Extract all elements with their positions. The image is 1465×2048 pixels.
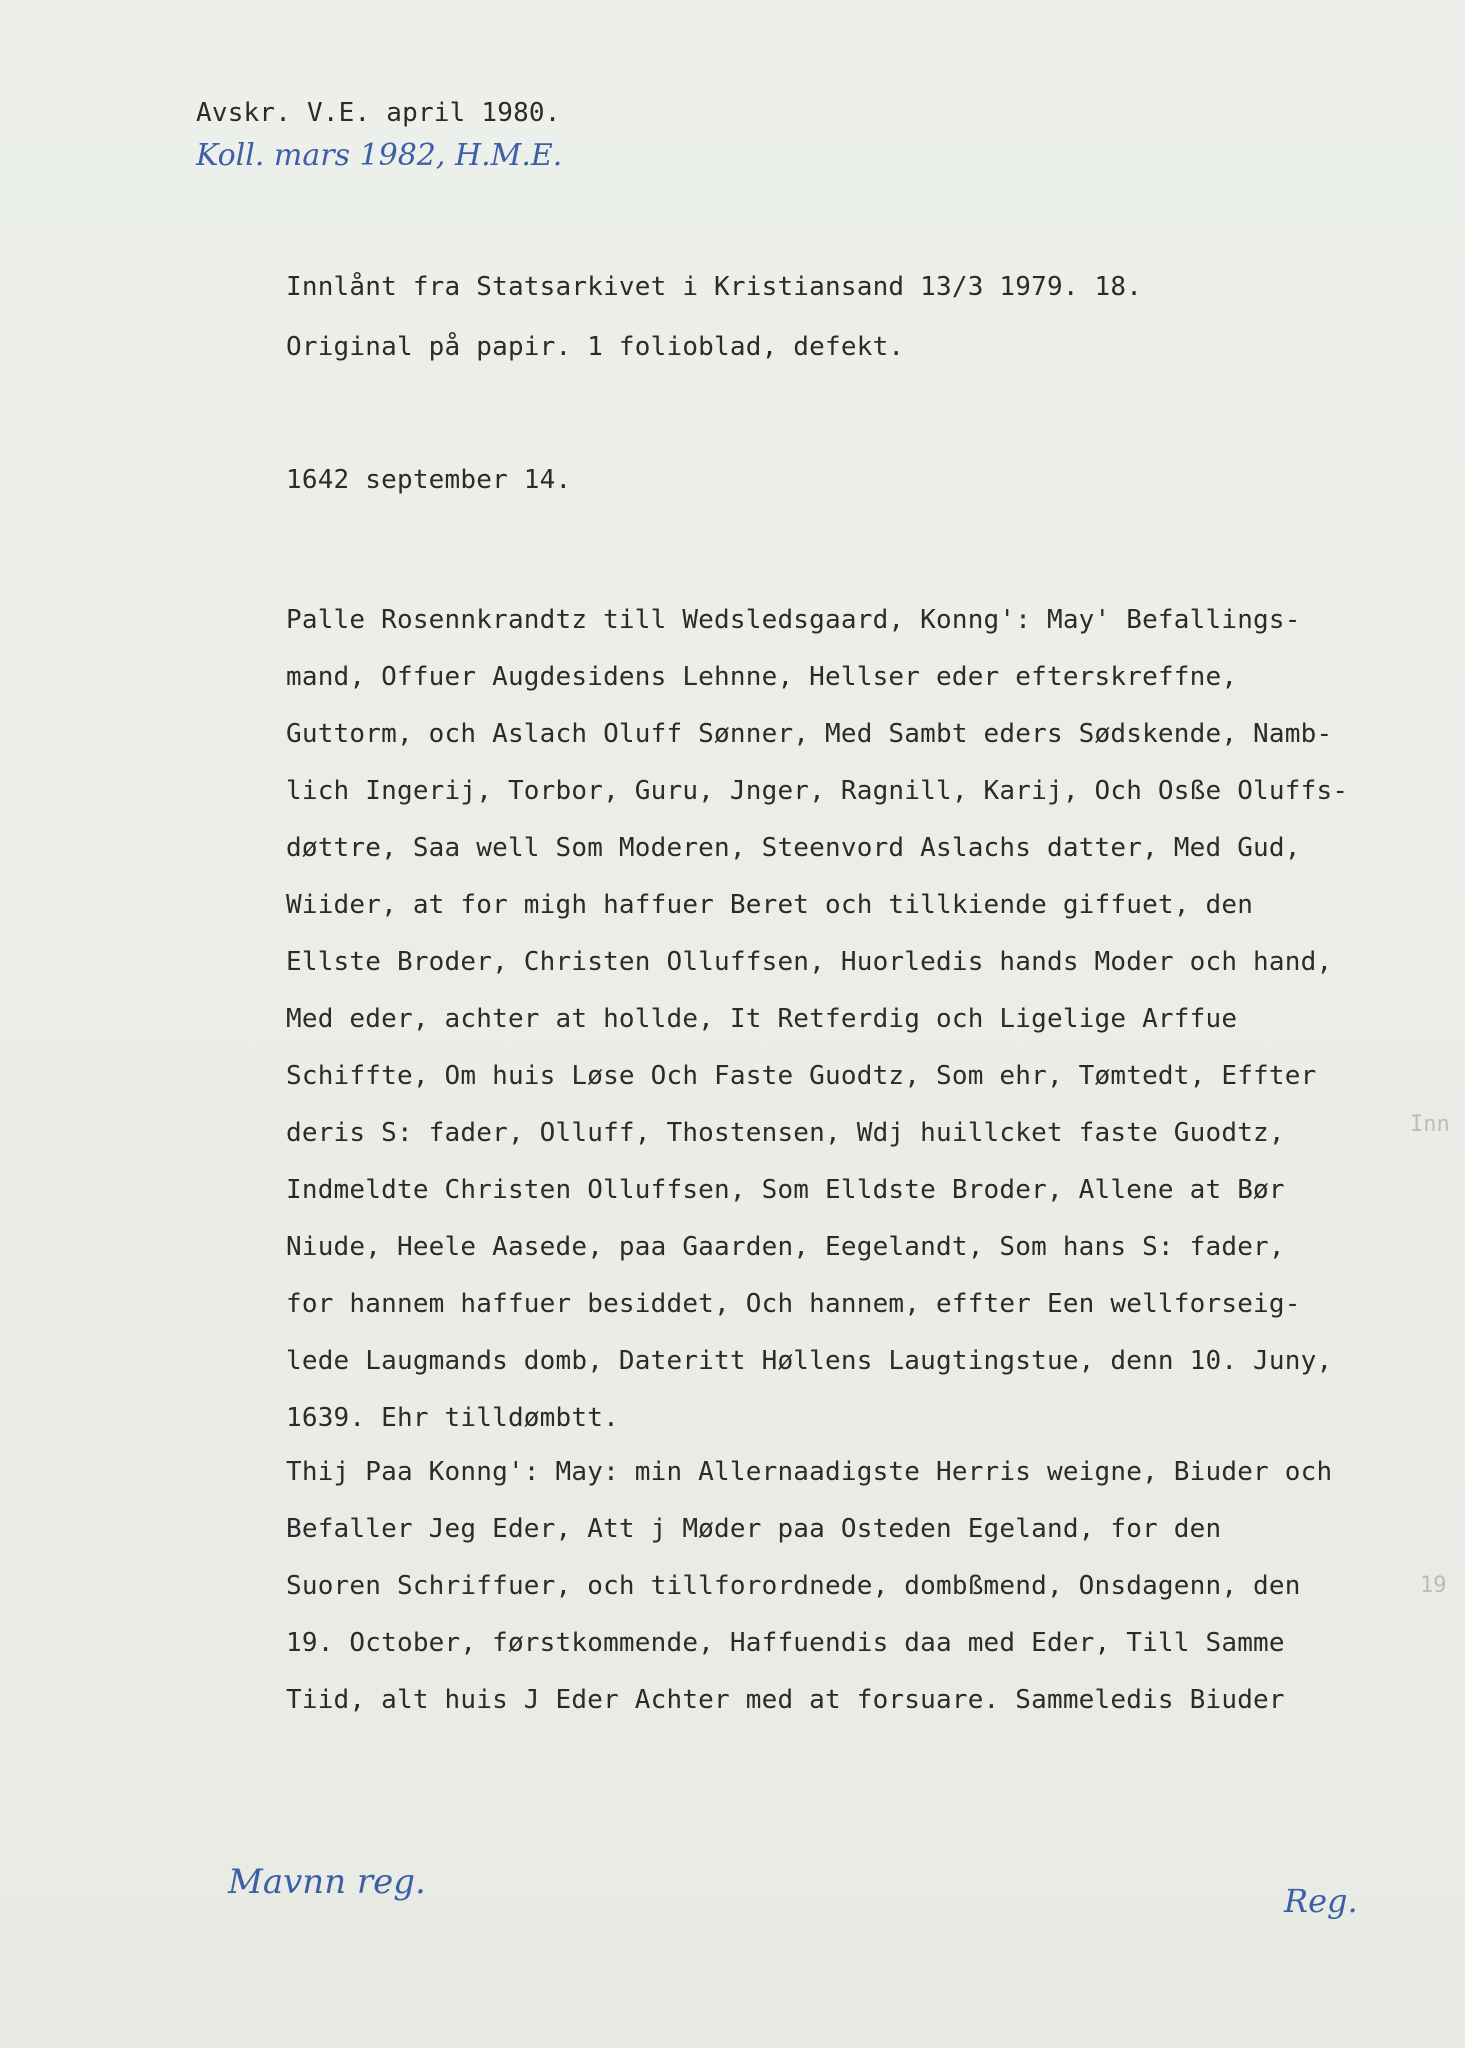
paragraph-line: Tiid, alt huis J Eder Achter med at forsuare. Sammeledis Biuder [286,1685,1285,1715]
margin-bleed-text: 19 [1420,1573,1447,1598]
loan-line: Innlånt fra Statsarkivet i Kristiansand 13/3 1979. 18. [286,272,1143,302]
paragraph-line: lede Laugmands domb, Dateritt Høllens Laugtingstue, denn 10. Juny, [286,1346,1333,1376]
paragraph-line: lich Ingerij, Torbor, Guru, Jnger, Ragnill, Karij, Och Osße Oluffs- [286,776,1349,806]
paragraph-line: mand, Offuer Augdesidens Lehnne, Hellser eder efterskreffne, [286,662,1238,692]
paragraph-1 [286,592,1436,1447]
bottom-left-handwritten-note: Mavnn reg. [228,1862,426,1902]
paragraph-line: Schiffte, Om huis Løse Och Faste Guodtz, Som ehr, Tømtedt, Effter [286,1061,1317,1091]
paragraph-line: 1639. Ehr tilldømbtt. [286,1403,619,1433]
paragraph-line: Suoren Schriffuer, och tillforordnede, dombßmend, Onsdagenn, den [286,1571,1301,1601]
paragraph-line: Med eder, achter at hollde, It Retferdig och Ligelige Arffue [286,1004,1238,1034]
paragraph-line: 19. October, førstkommende, Haffuendis daa med Eder, Till Samme [286,1628,1285,1658]
paragraph-2 [286,1444,1436,1729]
transcript-note: Avskr. V.E. april 1980. [196,98,561,128]
original-description-line: Original på papir. 1 folioblad, defekt. [286,332,905,362]
collation-handwritten-note: Koll. mars 1982, H.M.E. [196,138,563,173]
paragraph-line: døttre, Saa well Som Moderen, Steenvord Aslachs datter, Med Gud, [286,833,1301,863]
paragraph-line: Guttorm, och Aslach Oluff Sønner, Med Sambt eders Sødskende, Namb- [286,719,1333,749]
margin-bleed-text: Inn [1410,1112,1450,1137]
paragraph-line: Ellste Broder, Christen Olluffsen, Huorledis hands Moder och hand, [286,947,1333,977]
paragraph-line: Wiider, at for migh haffuer Beret och tillkiende giffuet, den [286,890,1254,920]
bottom-right-handwritten-note: Reg. [1284,1882,1358,1920]
paragraph-line: Befaller Jeg Eder, Att j Møder paa Osteden Egeland, for den [286,1514,1222,1544]
paragraph-line: Niude, Heele Aasede, paa Gaarden, Eegelandt, Som hans S: fader, [286,1232,1285,1262]
paragraph-line: Palle Rosennkrandtz till Wedsledsgaard, Konng': May' Befallings- [286,605,1301,635]
paragraph-line: Thij Paa Konng': May: min Allernaadigste Herris weigne, Biuder och [286,1457,1333,1487]
document-date: 1642 september 14. [286,465,572,495]
paragraph-line: Indmeldte Christen Olluffsen, Som Elldste Broder, Allene at Bør [286,1175,1285,1205]
paragraph-line: deris S: fader, Olluff, Thostensen, Wdj huillcket faste Guodtz, [286,1118,1285,1148]
paragraph-line: for hannem haffuer besiddet, Och hannem, effter Een wellforseig- [286,1289,1301,1319]
